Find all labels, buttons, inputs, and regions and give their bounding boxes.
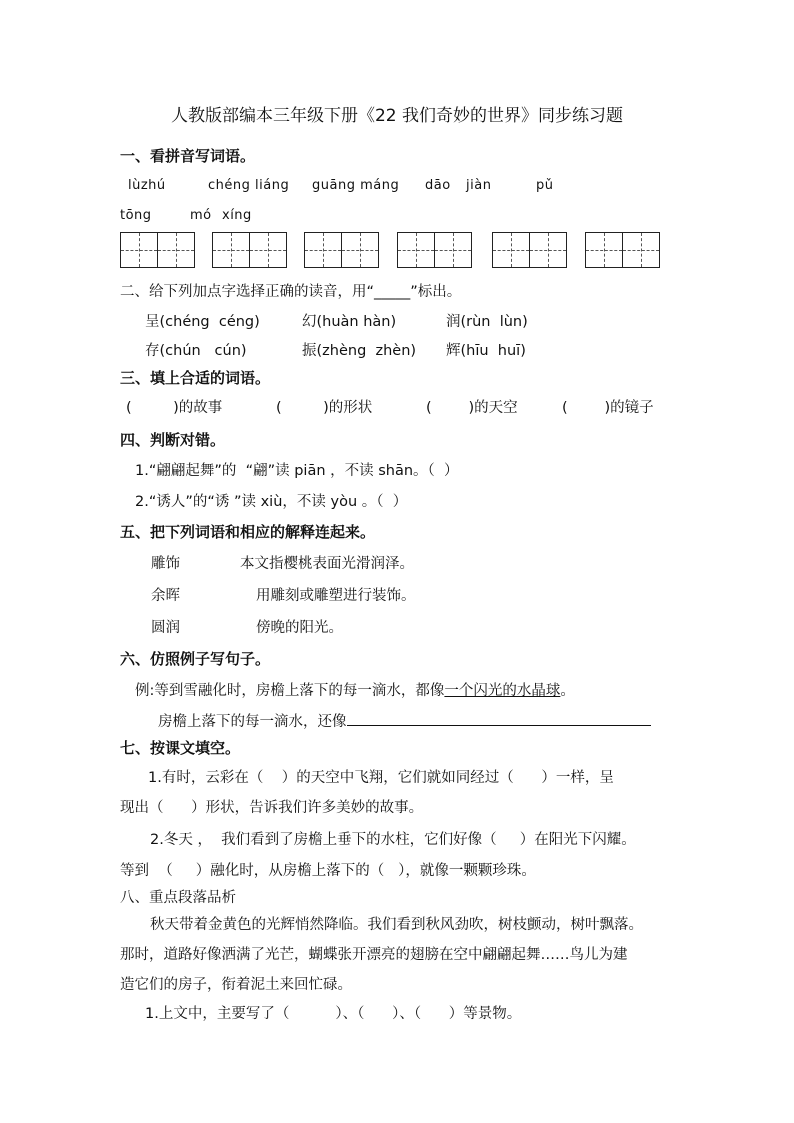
fill-q1-line1: 1.有时，云彩在（ ）的天空中飞翔，它们就如同经过（ ）一样，呈: [148, 770, 614, 786]
example-suffix: 。: [560, 683, 575, 699]
reading-item-4: 存(chún cún): [145, 343, 247, 359]
imitation-prompt-text: 房檐上落下的每一滴水，还像: [158, 714, 347, 730]
pinyin-3: guāng máng: [312, 178, 400, 193]
pinyin-4: dāo: [425, 178, 451, 193]
section-6-heading: 六、仿照例子写句子。: [120, 650, 271, 668]
fill-q2-line1: 2.冬天 ， 我们看到了房檐上垂下的水柱，它们好像（ ）在阳光下闪耀。: [150, 832, 636, 848]
pinyin-2: chéng liáng: [208, 178, 290, 193]
answer-line[interactable]: [347, 711, 651, 726]
judge-question-2: 2.“诱人”的“诱 ”读 xiù，不读 yòu 。（ ）: [135, 494, 408, 510]
writing-box-6[interactable]: [585, 232, 660, 268]
reading-item-5: 振(zhèng zhèn): [302, 343, 417, 359]
fill-word-4: ( )的镜子: [562, 400, 654, 416]
fill-word-2: ( )的形状: [276, 400, 373, 416]
pinyin-1: lùzhú: [128, 178, 166, 193]
writing-box-3[interactable]: [304, 232, 379, 268]
judge-question-1: 1.“翩翩起舞”的 “翩”读 piān ，不读 shān。（ ）: [135, 463, 459, 479]
pinyin-5: jiàn: [466, 178, 492, 193]
section-1-heading: 一、看拼音写词语。: [120, 147, 256, 165]
example-underlined: 一个闪光的水晶球: [444, 683, 561, 699]
match-word-3: 圆润: [151, 620, 180, 636]
passage-line-2: 那时，道路好像洒满了光芒，蝴蝶张开漂亮的翅膀在空中翩翩起舞……鸟儿为建: [120, 947, 628, 963]
reading-item-1: 呈(chéng céng): [145, 314, 260, 330]
fill-word-1: ( )的故事: [126, 400, 223, 416]
section-5-heading: 五、把下列词语和相应的解释连起来。: [120, 523, 376, 541]
reading-item-6: 辉(hīu huī): [446, 343, 526, 359]
fill-word-3: ( )的天空: [426, 400, 518, 416]
example-sentence: [135, 681, 575, 701]
section-7-heading: 七、按课文填空。: [120, 739, 241, 757]
example-prefix: 例:等到雪融化时，房檐上落下的每一滴水，都像: [135, 683, 445, 699]
writing-box-2[interactable]: [212, 232, 287, 268]
passage-line-1: 秋天带着金黄色的光辉悄然降临。我们看到秋风劲吹，树枝颤动，树叶飘落。: [150, 917, 643, 933]
pinyin-7: tōng: [120, 208, 152, 223]
pinyin-6: pǔ: [536, 178, 554, 193]
match-meaning-2: 用雕刻或雕塑进行装饰。: [256, 588, 416, 604]
section-4-heading: 四、判断对错。: [120, 431, 226, 449]
writing-box-5[interactable]: [492, 232, 567, 268]
fill-q2-line2: 等到 （ ）融化时，从房檐上落下的（ ），就像一颗颗珍珠。: [120, 863, 536, 879]
section-8-heading: 八、重点段落品析: [120, 890, 236, 906]
writing-box-4[interactable]: [397, 232, 472, 268]
pinyin-8: mó: [190, 208, 212, 223]
imitation-prompt: [158, 711, 651, 732]
page-title: 人教版部编本三年级下册《22 我们奇妙的世界》同步练习题: [170, 106, 624, 126]
reading-item-2: 幻(huàn hàn): [302, 314, 397, 330]
passage-question-1: 1.上文中，主要写了（ ）、（ ）、（ ）等景物。: [145, 1006, 522, 1022]
fill-q1-line2: 现出（ ）形状，告诉我们许多美妙的故事。: [120, 800, 424, 816]
reading-item-3: 润(rùn lùn): [446, 314, 528, 330]
passage-line-3: 造它们的房子，衔着泥土来回忙碌。: [120, 977, 352, 993]
match-meaning-1: 本文指樱桃表面光滑润泽。: [240, 556, 414, 572]
writing-box-1[interactable]: [120, 232, 195, 268]
pinyin-9: xíng: [222, 208, 252, 223]
match-word-2: 余晖: [151, 588, 180, 604]
match-word-1: 雕饰: [151, 556, 180, 572]
match-meaning-3: 傍晚的阳光。: [256, 620, 343, 636]
section-2-heading: 二、给下列加点字选择正确的读音，用“_____”标出。: [120, 284, 462, 300]
section-3-heading: 三、填上合适的词语。: [120, 369, 271, 387]
